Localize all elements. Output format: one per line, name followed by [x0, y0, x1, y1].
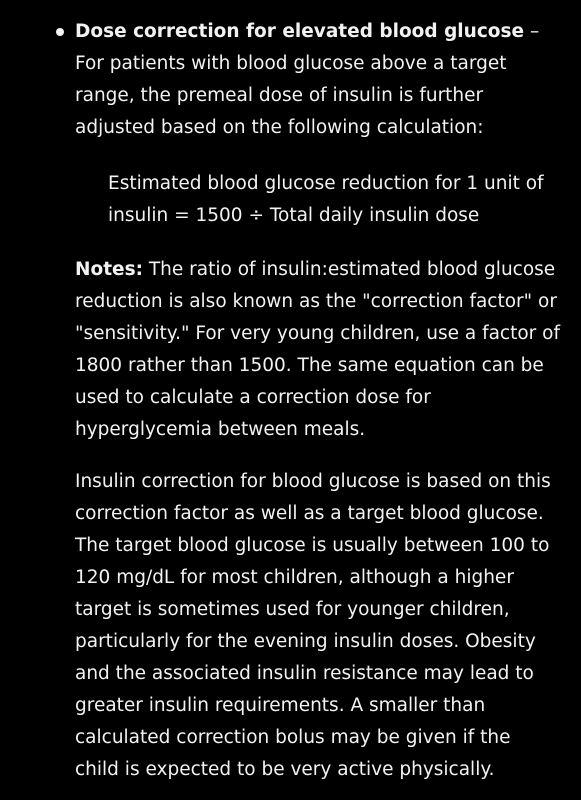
bullet-dot-icon: [56, 28, 64, 36]
bullet-heading: Dose correction for elevated blood glucose: [75, 21, 525, 42]
formula-text: Estimated blood glucose reduction for 1 unit of insulin = 1500 ÷ Total daily insulin dose: [108, 173, 544, 226]
bullet-item-dose-correction: [75, 16, 560, 144]
correction-paragraph-block: [75, 466, 560, 786]
notes-text: The ratio of insulin:estimated blood glucose reduction is also known as the "correction factor" or "sensitivity." For very young children, use a factor of 1800 rather than 1500. The same equation can be used to calculate a correction dose for hyperglycemia between meals.: [75, 259, 560, 440]
formula-block: [108, 168, 558, 232]
bullet-text: – For patients with blood glucose above a target range, the premeal dose of insulin is further adjusted based on the following calculation:: [75, 21, 540, 138]
notes-label: Notes:: [75, 259, 143, 280]
bullet-paragraph: [75, 16, 560, 144]
notes-block: [75, 254, 560, 446]
correction-paragraph: Insulin correction for blood glucose is based on this correction factor as well as a target blood glucose. The target blood glucose is usually between 100 to 120 mg/dL for most children, although a higher target is sometimes used for younger children, particularly for the evening insulin doses. Obesity and the associated insulin resistance may lead to greater insulin requirements. A smaller than calculated correction bolus may be given if the child is expected to be very active physically.: [75, 471, 551, 780]
notes-paragraph: [75, 254, 560, 446]
